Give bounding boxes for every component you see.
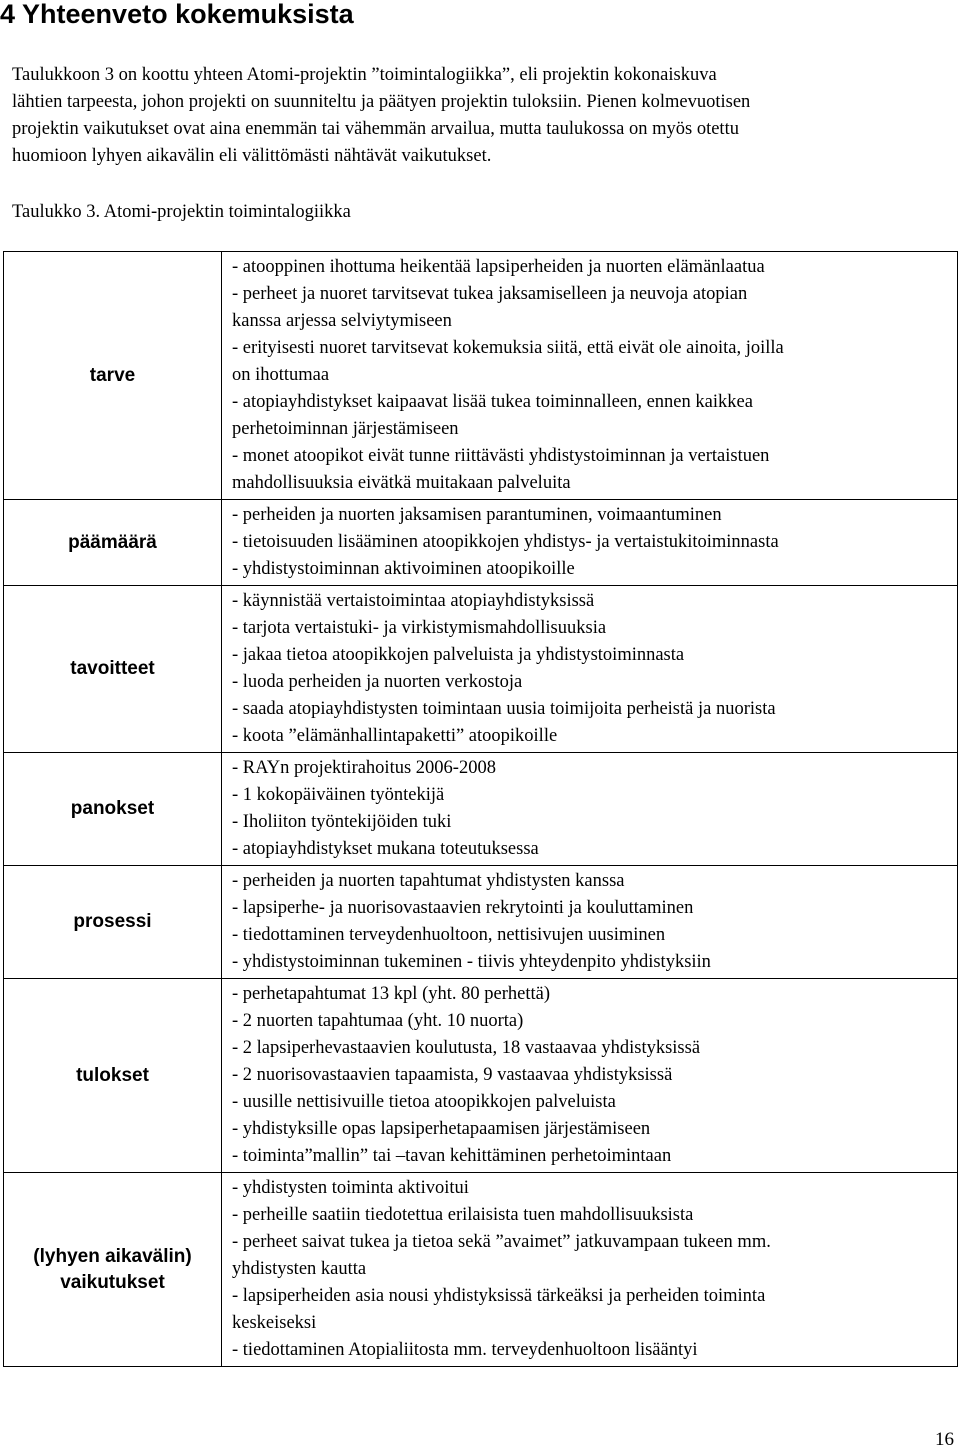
row-content-line: - perheille saatiin tiedotettua erilaisista tuen mahdollisuuksista [232, 1205, 694, 1225]
row-label-cell [4, 979, 222, 1173]
intro-line: huomioon lyhyen aikavälin eli välittömästi nähtävät vaikutukset. [12, 146, 492, 166]
row-content-line: - perheiden ja nuorten jaksamisen parantuminen, voimaantuminen [232, 505, 722, 525]
row-content-line: perhetoiminnan järjestämiseen [232, 419, 459, 439]
row-content-line: - lapsiperhe- ja nuorisovastaavien rekrytointi ja kouluttaminen [232, 898, 694, 918]
table-row-tarve [4, 252, 958, 500]
intro-line: Taulukkoon 3 on koottu yhteen Atomi-projektin ”toimintalogiikka”, eli projektin kokonaiskuva [12, 65, 717, 85]
row-label: tulokset [76, 1064, 149, 1086]
row-content-line: - uusille nettisivuille tietoa atoopikkojen palveluista [232, 1092, 616, 1112]
table-row-prosessi [4, 866, 958, 979]
page-number: 16 [935, 1429, 954, 1450]
row-content-line: - yhdistyksille opas lapsiperhetapaamisen järjestämiseen [232, 1119, 651, 1139]
row-label-cell [4, 866, 222, 979]
intro-paragraph [12, 62, 957, 170]
row-label: panokset [70, 798, 155, 819]
row-content-line: yhdistysten kautta [232, 1259, 367, 1279]
row-content-line: - 2 nuorisovastaavien tapaamista, 9 vastaavaa yhdistyksissä [232, 1065, 673, 1085]
row-content-line: - koota ”elämänhallintapaketti” atoopikoille [232, 726, 558, 746]
row-label-cell [4, 1173, 222, 1367]
row-content-line: - saada atopiayhdistysten toimintaan uusia toimijoita perheistä ja nuorista [232, 699, 776, 719]
row-label-cell [4, 252, 222, 500]
row-content-line: - tietoisuuden lisääminen atoopikkojen yhdistys- ja vertaistukitoiminnasta [232, 532, 779, 552]
row-content-line: - monet atoopikot eivät tunne riittävästi yhdistystoiminnan ja vertaistuen [232, 446, 770, 466]
table-row-vaikutukset [4, 1173, 958, 1367]
row-content-line: - atooppinen ihottuma heikentää lapsiperheiden ja nuorten elämänlaatua [232, 257, 765, 277]
row-content-line: - jakaa tietoa atoopikkojen palveluista ja yhdistystoiminnasta [232, 645, 685, 665]
row-content-cell [222, 866, 958, 979]
row-label: prosessi [73, 911, 152, 932]
row-content-line: mahdollisuuksia eivätkä muitakaan palveluita [232, 473, 571, 493]
row-content-line: - 2 lapsiperhevastaavien koulutusta, 18 vastaavaa yhdistyksissä [232, 1038, 701, 1058]
row-content-line: - tarjota vertaistuki- ja virkistymismahdollisuuksia [232, 618, 607, 638]
row-content-line: - toiminta”mallin” tai –tavan kehittäminen perhetoimintaan [232, 1146, 672, 1166]
row-content-line: - perheet saivat tukea ja tietoa sekä ”avaimet” jatkuvampaan tukeen mm. [232, 1232, 771, 1252]
row-content-line: - atopiayhdistykset mukana toteutuksessa [232, 839, 539, 859]
row-content-cell [222, 979, 958, 1173]
row-content-line: - yhdistystoiminnan tukeminen - tiivis yhteydenpito yhdistyksiin [232, 952, 711, 972]
row-content-line: - käynnistää vertaistoimintaa atopiayhdistyksissä [232, 591, 595, 611]
table-caption: Taulukko 3. Atomi-projektin toimintalogiikka [12, 202, 351, 222]
table-row-panokset [4, 753, 958, 866]
row-content-line: - Iholiiton työntekijöiden tuki [232, 812, 452, 832]
row-content-line: - luoda perheiden ja nuorten verkostoja [232, 672, 523, 692]
row-label-cell [4, 500, 222, 586]
row-content-line: - yhdistystoiminnan aktivoiminen atoopikoille [232, 559, 575, 579]
row-content-cell [222, 586, 958, 753]
row-content-line: - tiedottaminen Atopialiitosta mm. terveydenhuoltoon lisääntyi [232, 1340, 698, 1360]
logic-table-body [4, 252, 958, 1367]
table-row-tulokset [4, 979, 958, 1173]
row-content-line: - atopiayhdistykset kaipaavat lisää tukea toiminnalleen, ennen kaikkea [232, 392, 753, 412]
row-content-line: on ihottumaa [232, 365, 330, 385]
row-content-line: - erityisesti nuoret tarvitsevat kokemuksia siitä, että eivät ole ainoita, joilla [232, 338, 784, 358]
logic-table [3, 251, 958, 1367]
table-row-paamaara [4, 500, 958, 586]
row-content-line: - lapsiperheiden asia nousi yhdistyksissä tärkeäksi ja perheiden toiminta [232, 1286, 766, 1306]
row-label: tarve [89, 364, 136, 386]
row-label: päämäärä [68, 531, 157, 553]
row-content-line: - RAYn projektirahoitus 2006-2008 [232, 758, 496, 778]
row-label: tavoitteet [70, 658, 155, 679]
intro-line: lähtien tarpeesta, johon projekti on suunniteltu ja päätyen projektin tuloksiin. Pienen kolmevuotisen [12, 92, 751, 112]
row-content-line: - perheet ja nuoret tarvitsevat tukea jaksamiselleen ja neuvoja atopian [232, 284, 748, 304]
row-content-line: - perhetapahtumat 13 kpl (yht. 80 perhettä) [232, 984, 550, 1004]
row-content-cell [222, 1173, 958, 1367]
row-content-cell [222, 753, 958, 866]
row-content-line: keskeiseksi [232, 1313, 317, 1333]
row-content-line: - 2 nuorten tapahtumaa (yht. 10 nuorta) [232, 1011, 524, 1031]
row-content-line: - 1 kokopäiväinen työntekijä [232, 785, 445, 805]
row-label-cell [4, 586, 222, 753]
row-content-line: - yhdistysten toiminta aktivoitui [232, 1178, 469, 1198]
section-heading: 4 Yhteenveto kokemuksista [0, 0, 354, 29]
row-label: (lyhyen aikavälin) vaikutukset [33, 1245, 192, 1293]
row-content-cell [222, 252, 958, 500]
row-content-line: - perheiden ja nuorten tapahtumat yhdistysten kanssa [232, 871, 625, 891]
row-label-cell [4, 753, 222, 866]
row-content-cell [222, 500, 958, 586]
intro-line: projektin vaikutukset ovat aina enemmän tai vähemmän arvailua, mutta taulukossa on myös otettu [12, 119, 739, 139]
row-content-line: - tiedottaminen terveydenhuoltoon, nettisivujen uusiminen [232, 925, 666, 945]
row-content-line: kanssa arjessa selviytymiseen [232, 311, 452, 331]
table-row-tavoitteet [4, 586, 958, 753]
